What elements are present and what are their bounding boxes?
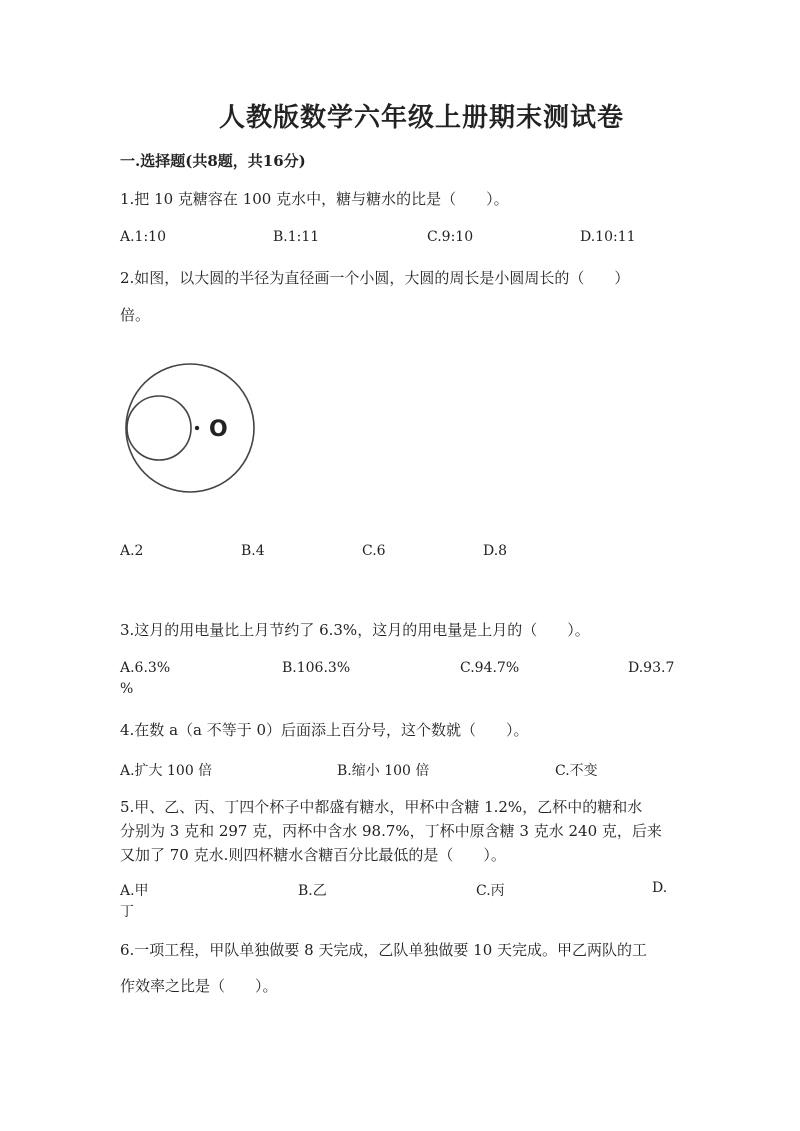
question-text: 1.把 10 克糖容在 100 克水中，糖与糖水的比是（ ）。 [120, 190, 509, 208]
small-circle [127, 396, 191, 460]
option-b: B.1:11 [273, 229, 320, 245]
question-text: 3.这月的用电量比上月节约了 6.3%，这月的用电量是上月的（ ）。 [120, 621, 590, 639]
option-d-wrap: 丁 [120, 904, 134, 920]
option-b: B.乙 [298, 883, 327, 899]
option-d-wrap: % [120, 681, 134, 697]
option-c: C.94.7% [460, 660, 520, 676]
option-d: D.93.7 [628, 660, 675, 676]
option-c: C.6 [362, 543, 386, 559]
option-a: A.甲 [120, 883, 149, 899]
option-c: C.丙 [476, 883, 505, 899]
option-d: D.8 [483, 543, 508, 559]
question-text: 6.一项工程，甲队单独做要 8 天完成，乙队单独做要 10 天完成。甲乙两队的工 [120, 941, 648, 959]
option-a: A.扩大 100 倍 [120, 763, 213, 779]
question-text-line3: 又加了 70 克水.则四杯糖水含糖百分比最低的是（ ）。 [120, 846, 506, 864]
question-text: 4.在数 a（a 不等于 0）后面添上百分号，这个数就（ ）。 [120, 721, 529, 739]
question-text-line2: 分别为 3 克和 297 克，丙杯中含水 98.7%，丁杯中原含糖 3 克水 240 克，后来 [120, 822, 662, 840]
option-a: A.1:10 [120, 229, 166, 245]
large-circle [126, 364, 254, 492]
center-label: O [209, 417, 228, 442]
option-b: B.4 [241, 543, 265, 559]
option-a: A.6.3% [120, 660, 171, 676]
question-text: 5.甲、乙、丙、丁四个杯子中都盛有糖水，甲杯中含糖 1.2%，乙杯中的糖和水 [120, 798, 643, 816]
circle-figure [120, 360, 270, 500]
option-c: C.不变 [555, 763, 598, 779]
center-point [195, 426, 199, 430]
option-c: C.9:10 [427, 229, 474, 245]
option-a: A.2 [120, 543, 144, 559]
page-title: 人教版数学六年级上册期末测试卷 [219, 103, 625, 133]
option-b: B.106.3% [282, 660, 351, 676]
question-text-continued: 倍。 [120, 306, 151, 324]
question-text: 2.如图，以大圆的半径为直径画一个小圆，大圆的周长是小圆周长的（ ） [120, 269, 630, 287]
option-d: D. [652, 880, 668, 896]
option-d: D.10:11 [580, 229, 636, 245]
option-b: B.缩小 100 倍 [337, 763, 430, 779]
question-text-line2: 作效率之比是（ ）。 [120, 977, 278, 995]
section-heading: 一.选择题(共8题，共16分) [120, 152, 306, 170]
